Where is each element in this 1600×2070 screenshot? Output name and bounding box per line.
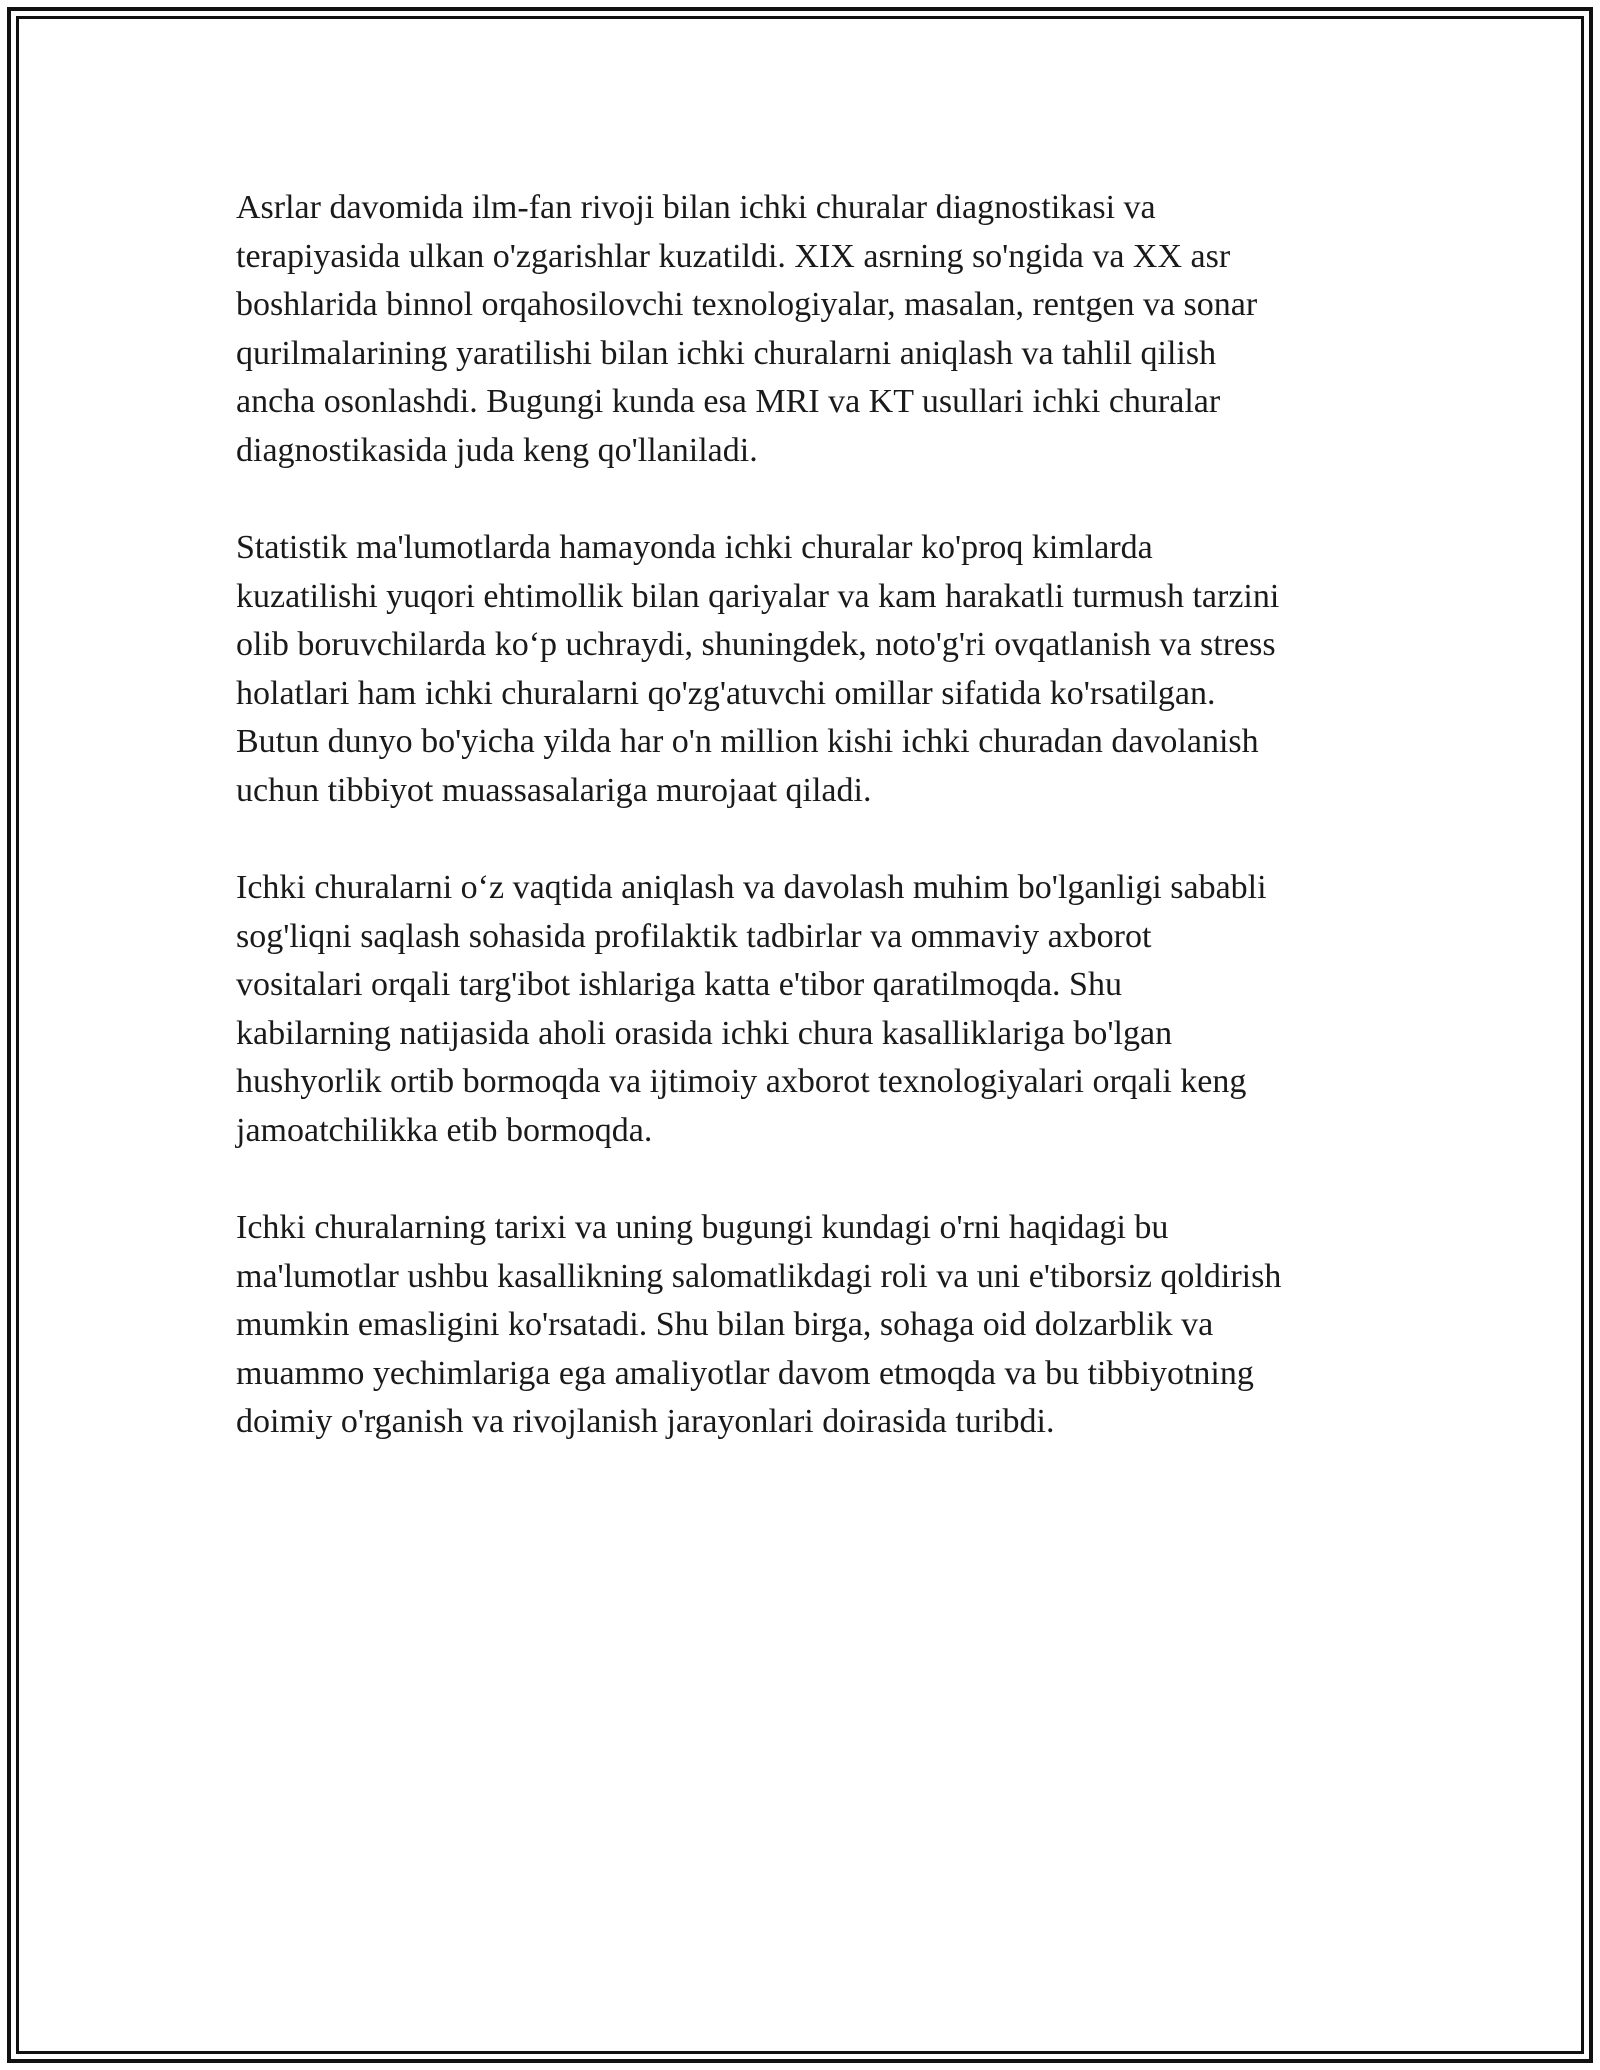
- paragraph-4: [236, 1204, 1371, 1447]
- text-line: Butun dunyo bo'yicha yilda har o'n million kishi ichki churadan davolanish: [236, 723, 1259, 760]
- text-line: boshlarida binnol orqahosilovchi texnologiyalar, masalan, rentgen va sonar: [236, 286, 1258, 323]
- text-line: hushyorlik ortib bormoqda va ijtimoiy axborot texnologiyalari orqali keng: [236, 1063, 1247, 1100]
- text-line: ancha osonlashdi. Bugungi kunda esa MRI va KT usullari ichki churalar: [236, 383, 1221, 420]
- text-line: kabilarning natijasida aholi orasida ichki chura kasalliklariga bo'lgan: [236, 1014, 1173, 1052]
- document-body: [236, 184, 1371, 1496]
- text-line: diagnostikasida juda keng qo'llaniladi.: [236, 431, 758, 469]
- text-line: Ichki churalarning tarixi va uning bugungi kundagi o'rni haqidagi bu: [236, 1209, 1169, 1246]
- text-line: doimiy o'rganish va rivojlanish jarayonlari doirasida turibdi.: [236, 1403, 1055, 1440]
- text-line: qurilmalarining yaratilishi bilan ichki churalarni aniqlash va tahlil qilish: [236, 334, 1217, 372]
- text-line: ma'lumotlar ushbu kasallikning salomatlikdagi roli va uni e'tiborsiz qoldirish: [236, 1257, 1282, 1295]
- paragraph-1: [236, 184, 1371, 475]
- text-line: sog'liqni saqlash sohasida profilaktik tadbirlar va ommaviy axborot: [236, 917, 1152, 955]
- text-line: vositalari orqali targ'ibot ishlariga katta e'tibor qaratilmoqda. Shu: [236, 966, 1122, 1003]
- text-line: jamoatchilikka etib bormoqda.: [236, 1111, 653, 1149]
- paragraph-2: [236, 524, 1371, 815]
- text-line: holatlari ham ichki churalarni qo'zg'atuvchi omillar sifatida ko'rsatilgan.: [236, 674, 1216, 712]
- text-line: Asrlar davomida ilm-fan rivoji bilan ichki churalar diagnostikasi va: [236, 189, 1156, 226]
- text-line: Statistik ma'lumotlarda hamayonda ichki churalar ko'proq kimlarda: [236, 529, 1153, 566]
- text-line: Ichki churalarni oʻz vaqtida aniqlash va davolash muhim bo'lganligi sababli: [236, 869, 1267, 906]
- text-line: terapiyasida ulkan o'zgarishlar kuzatildi. XIX asrning so'ngida va XX asr: [236, 237, 1231, 275]
- text-line: muammo yechimlariga ega amaliyotlar davom etmoqda va bu tibbiyotning: [236, 1354, 1254, 1392]
- text-line: kuzatilishi yuqori ehtimollik bilan qariyalar va kam harakatli turmush tarzini: [236, 577, 1280, 615]
- text-line: mumkin emasligini ko'rsatadi. Shu bilan birga, sohaga oid dolzarblik va: [236, 1306, 1214, 1343]
- paragraph-3: [236, 864, 1371, 1155]
- text-line: olib boruvchilarda koʻp uchraydi, shuningdek, noto'g'ri ovqatlanish va stress: [236, 626, 1276, 663]
- text-line: uchun tibbiyot muassasalariga murojaat qiladi.: [236, 771, 872, 809]
